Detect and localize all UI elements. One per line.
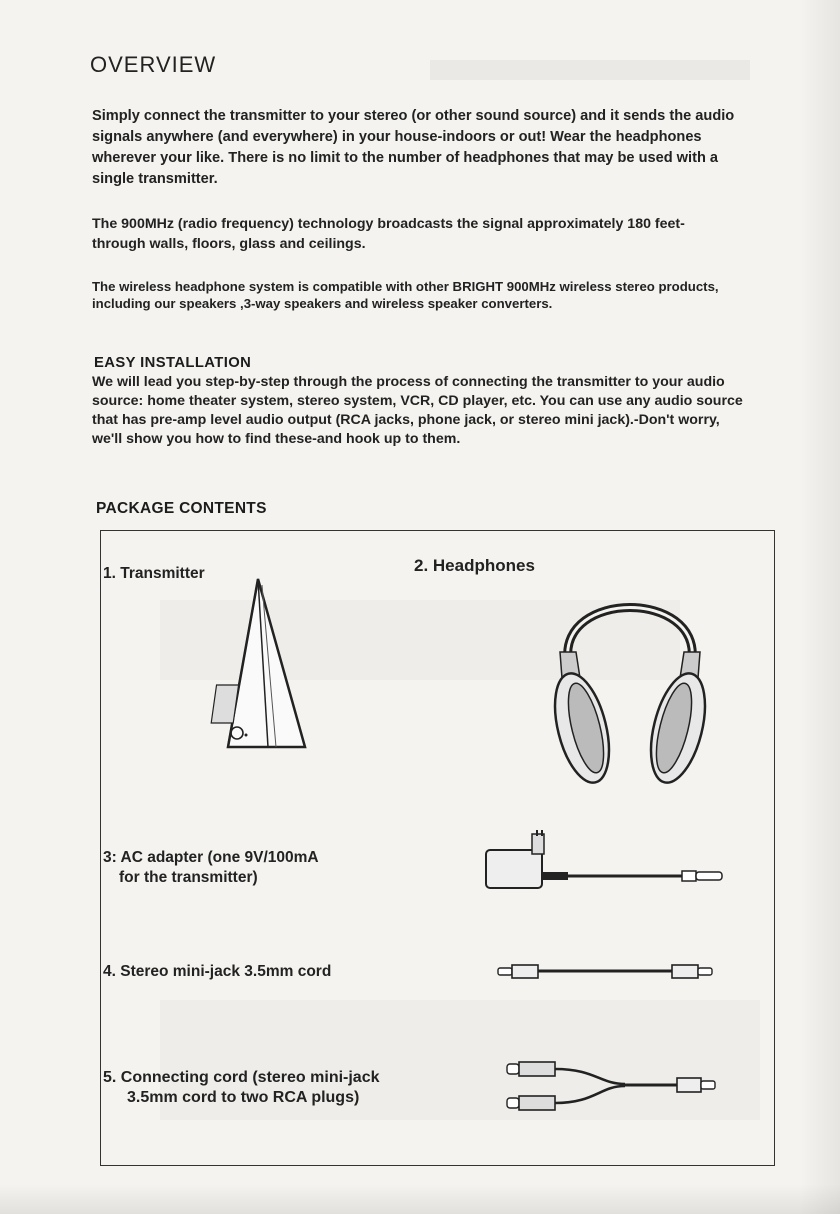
package-item-stereo-cord-label: 4. Stereo mini-jack 3.5mm cord <box>103 963 332 980</box>
installation-heading: EASY INSTALLATION <box>94 355 252 371</box>
ac-adapter-label-line-2: for the transmitter) <box>119 869 258 886</box>
installation-paragraph: We will lead you step-by-step through the process of connecting the transmitter to your audio source: home theater system, stereo system, VCR, CD player, etc. You can use any audio source that has pre-amp level audio output (RCA jacks, phone jack, or stereo mini jack).-Don't worry, we'll show you how to find these-and hook up to them. <box>92 374 743 447</box>
ac-adapter-illustration <box>482 828 732 898</box>
rca-cord-illustration <box>505 1058 720 1118</box>
page-edge-shadow <box>800 0 840 1214</box>
overview-paragraph-1: Simply connect the transmitter to your stereo (or other sound source) and it sends the audio signals anywhere (and everywhere) in your house-indoors or out! Wear the headphones wherever your like. There is no limit to the number of headphones that may be used with a single transmitter. <box>92 108 735 187</box>
rca-cord-label-line-2: 3.5mm cord to two RCA plugs) <box>127 1089 360 1106</box>
package-item-headphones-label: 2. Headphones <box>414 556 535 575</box>
page-bottom-shadow <box>0 1184 840 1214</box>
overview-heading: OVERVIEW <box>90 52 217 77</box>
package-contents-heading: PACKAGE CONTENTS <box>96 500 267 517</box>
stereo-cord-illustration <box>496 960 716 984</box>
transmitter-illustration <box>210 575 310 755</box>
ac-adapter-label-line-1: 3: AC adapter (one 9V/100mA <box>103 849 319 866</box>
overview-paragraph-2: The 900MHz (radio frequency) technology broadcasts the signal approximately 180 feet-through walls, floors, glass and ceilings. <box>92 216 685 252</box>
package-item-ac-adapter-label <box>103 848 319 888</box>
package-item-transmitter-label: 1. Transmitter <box>103 565 205 582</box>
bleed-through-mark <box>430 60 750 80</box>
headphones-illustration <box>540 580 720 795</box>
rca-cord-label-line-1: 5. Connecting cord (stereo mini-jack <box>103 1069 380 1086</box>
package-item-rca-cord-label <box>103 1068 380 1108</box>
overview-paragraph-3: The wireless headphone system is compatible with other BRIGHT 900MHz wireless stereo products, including our speakers ,3-way speakers and wireless speaker converters. <box>92 279 719 311</box>
